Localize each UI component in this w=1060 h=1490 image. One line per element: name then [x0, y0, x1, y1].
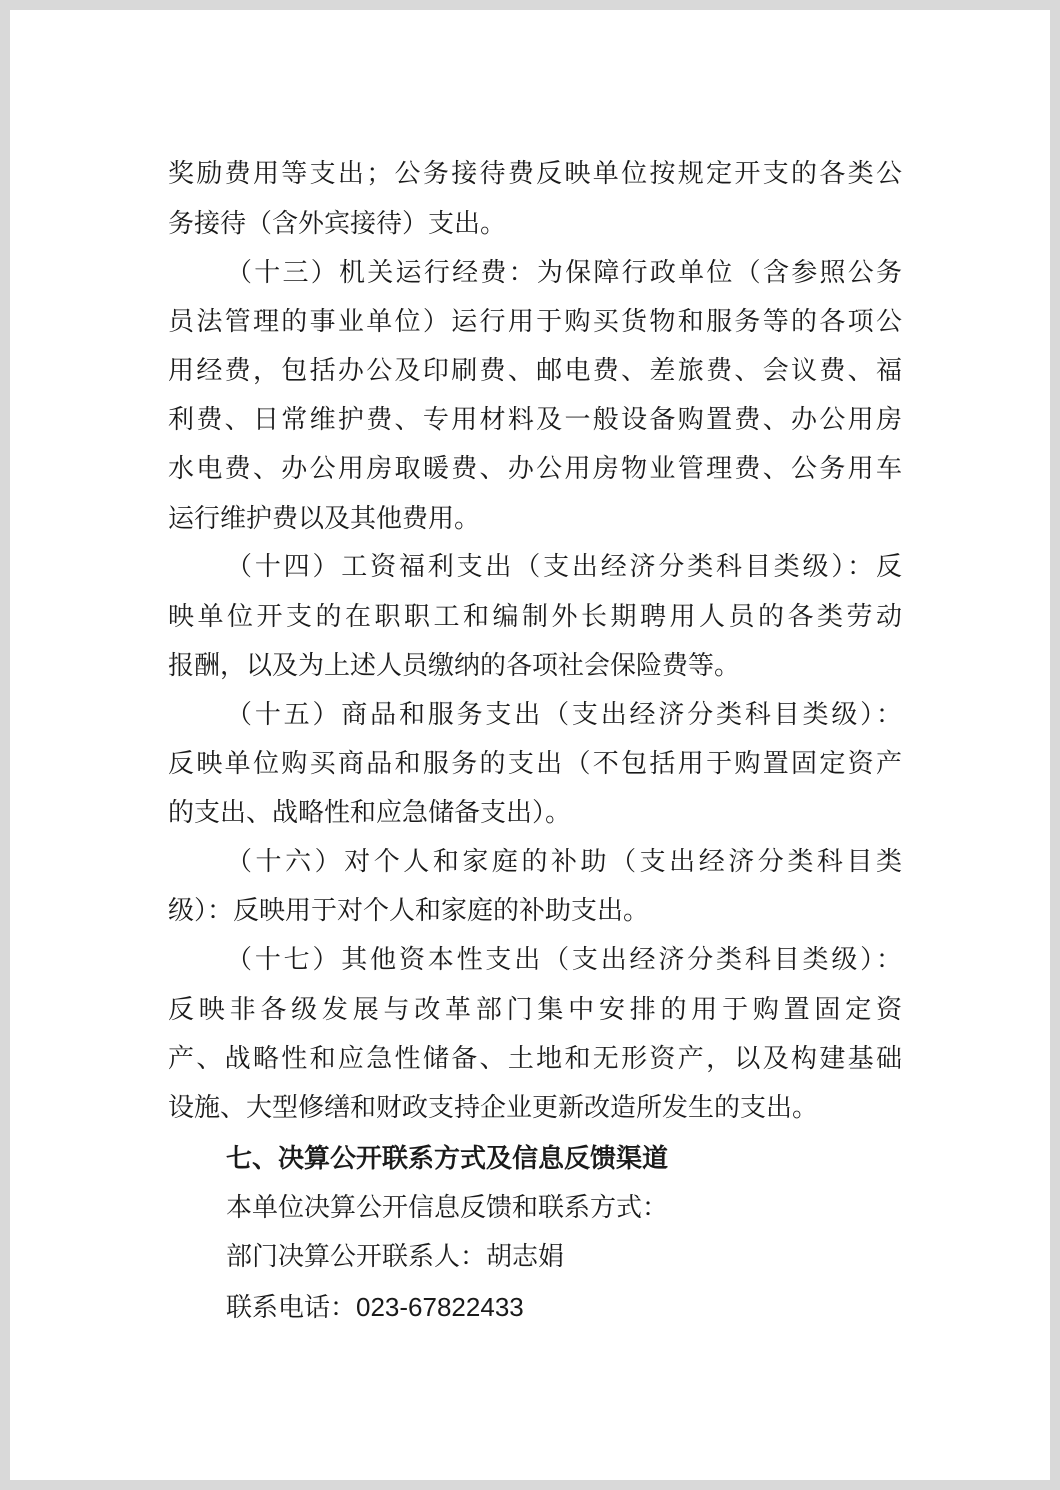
paragraph-line: 水电费、办公用房取暖费、办公用房物业管理费、公务用车 [168, 454, 902, 484]
contact-phone [226, 1287, 524, 1327]
document-page [10, 10, 1050, 1480]
paragraph-line: 务接待（含外宾接待）支出。 [168, 209, 507, 239]
paragraph-line: 的支出、战略性和应急储备支出）。 [168, 798, 572, 828]
section-heading: 七、决算公开联系方式及信息反馈渠道 [226, 1143, 669, 1173]
paragraph-line: （十三）机关运行经费：为保障行政单位（含参照公务 [226, 258, 902, 288]
contact-phone-number: 023-67822433 [356, 1292, 524, 1322]
paragraph-line: 利费、日常维护费、专用材料及一般设备购置费、办公用房 [168, 405, 902, 435]
contact-person: 部门决算公开联系人：胡志娟 [226, 1242, 565, 1272]
paragraph-line: （十六）对个人和家庭的补助（支出经济分类科目类 [226, 847, 902, 877]
paragraph-line: （十七）其他资本性支出（支出经济分类科目类级）： [226, 945, 902, 975]
paragraph-line: 映单位开支的在职职工和编制外长期聘用人员的各类劳动 [168, 602, 902, 632]
paragraph-line: 产、战略性和应急性储备、土地和无形资产，以及构建基础 [168, 1044, 902, 1074]
paragraph-line: （十五）商品和服务支出（支出经济分类科目类级）： [226, 700, 902, 730]
paragraph-line: 报酬，以及为上述人员缴纳的各项社会保险费等。 [168, 651, 741, 681]
paragraph-line: 反映非各级发展与改革部门集中安排的用于购置固定资 [168, 995, 902, 1025]
contact-phone-label: 联系电话： [226, 1293, 357, 1323]
paragraph-line: 奖励费用等支出；公务接待费反映单位按规定开支的各类公 [168, 159, 902, 189]
paragraph-line: 设施、大型修缮和财政支持企业更新改造所发生的支出。 [168, 1093, 819, 1123]
paragraph-line: 级）：反映用于对个人和家庭的补助支出。 [168, 896, 650, 926]
paragraph-line: （十四）工资福利支出（支出经济分类科目类级）：反 [226, 552, 902, 582]
contact-intro: 本单位决算公开信息反馈和联系方式： [226, 1193, 669, 1223]
paragraph-line: 员法管理的事业单位）运行用于购买货物和服务等的各项公 [168, 307, 902, 337]
paragraph-line: 反映单位购买商品和服务的支出（不包括用于购置固定资产 [168, 749, 902, 779]
paragraph-line: 运行维护费以及其他费用。 [168, 504, 481, 534]
paragraph-line: 用经费，包括办公及印刷费、邮电费、差旅费、会议费、福 [168, 356, 902, 386]
